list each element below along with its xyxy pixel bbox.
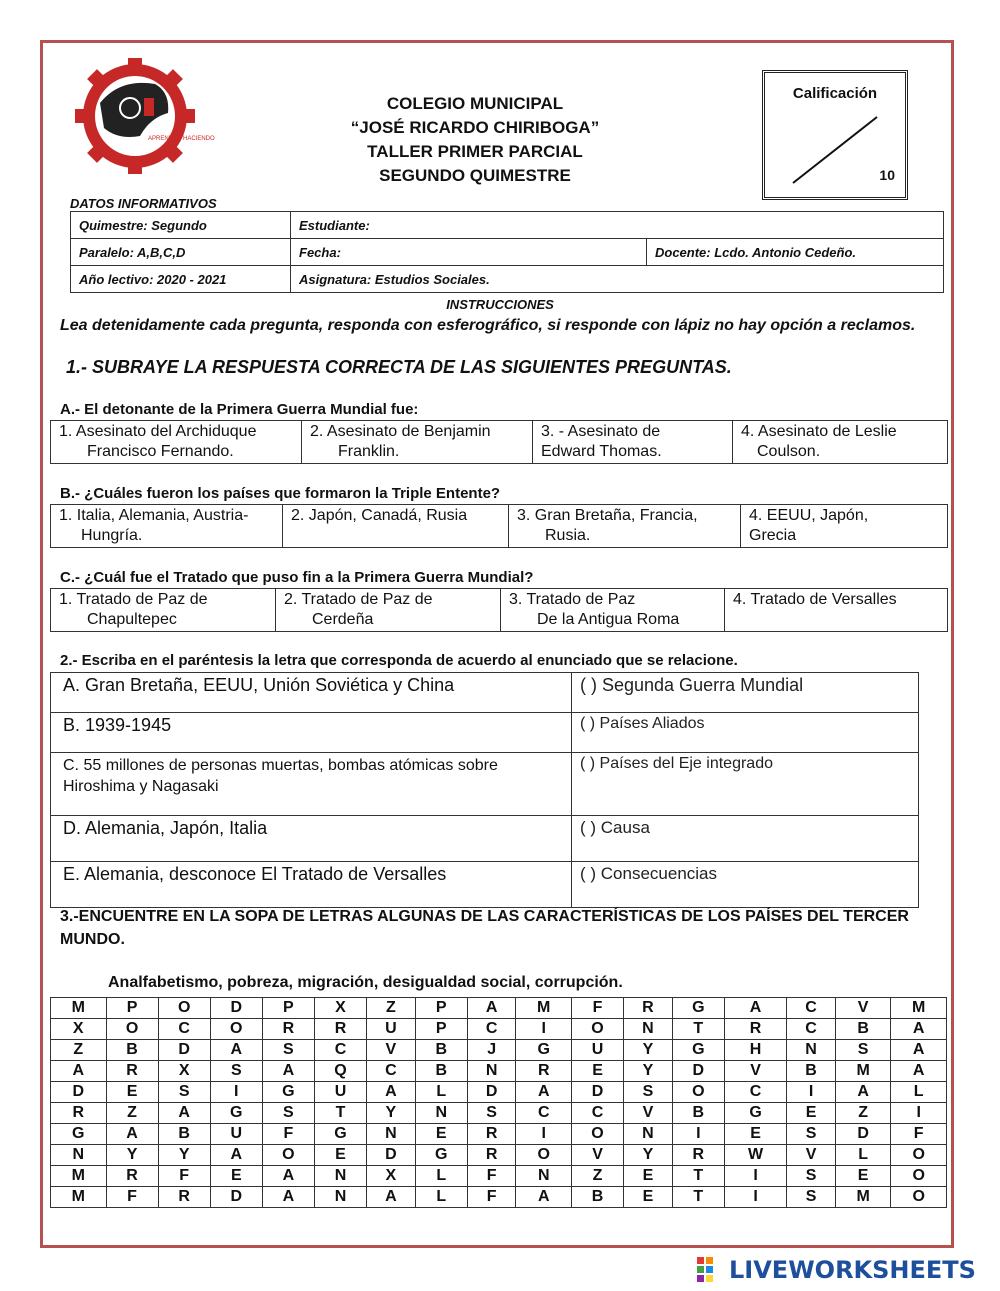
grid-cell[interactable]: E bbox=[624, 1187, 673, 1208]
grid-cell[interactable]: P bbox=[106, 998, 158, 1019]
option-c2[interactable]: 2. Tratado de Paz de Cerdeña bbox=[276, 589, 501, 632]
grid-cell[interactable]: V bbox=[835, 998, 891, 1019]
grid-cell[interactable]: X bbox=[367, 1166, 416, 1187]
brand-name: LIVEWORKSHEETS bbox=[729, 1256, 976, 1284]
grid-cell[interactable]: G bbox=[724, 1103, 786, 1124]
grid-cell[interactable]: Z bbox=[571, 1166, 623, 1187]
grid-cell[interactable]: O bbox=[891, 1145, 947, 1166]
term-title: SEGUNDO QUIMESTRE bbox=[379, 166, 571, 185]
grid-cell[interactable]: E bbox=[835, 1166, 891, 1187]
grid-cell[interactable]: H bbox=[724, 1040, 786, 1061]
grid-cell[interactable]: X bbox=[51, 1019, 107, 1040]
grid-cell[interactable]: I bbox=[210, 1082, 262, 1103]
teacher-cell: Docente: Lcdo. Antonio Cedeño. bbox=[647, 239, 944, 266]
grid-cell[interactable]: S bbox=[262, 1040, 314, 1061]
grid-cell[interactable]: D bbox=[210, 1187, 262, 1208]
grid-cell[interactable]: P bbox=[415, 1019, 467, 1040]
option-a4[interactable]: 4. Asesinato de Leslie Coulson. bbox=[733, 421, 948, 464]
grid-cell[interactable]: L bbox=[891, 1082, 947, 1103]
grid-cell[interactable]: I bbox=[516, 1019, 572, 1040]
grid-cell[interactable]: F bbox=[262, 1124, 314, 1145]
grid-cell[interactable]: B bbox=[415, 1040, 467, 1061]
grid-cell[interactable]: B bbox=[158, 1124, 210, 1145]
grid-row bbox=[51, 998, 947, 1019]
section3-title: 3.-ENCUENTRE EN LA SOPA DE LETRAS ALGUNAS DE LAS CARACTERÍSTICAS DE LOS PAÍSES DEL TERCER MUNDO. bbox=[60, 908, 909, 948]
grid-cell[interactable]: B bbox=[106, 1040, 158, 1061]
match-left-c: C. 55 millones de personas muertas, bombas atómicas sobre Hiroshima y Nagasaki bbox=[51, 753, 572, 816]
grid-cell[interactable]: O bbox=[891, 1166, 947, 1187]
grid-cell[interactable]: Z bbox=[367, 998, 416, 1019]
grid-cell[interactable]: A bbox=[210, 1040, 262, 1061]
grid-cell[interactable]: G bbox=[672, 998, 724, 1019]
grid-cell[interactable]: O bbox=[210, 1019, 262, 1040]
grid-cell[interactable]: G bbox=[314, 1124, 366, 1145]
grid-cell[interactable]: C bbox=[158, 1019, 210, 1040]
grid-cell[interactable]: B bbox=[672, 1103, 724, 1124]
grid-cell[interactable]: A bbox=[467, 998, 516, 1019]
grid-cell[interactable]: O bbox=[571, 1019, 623, 1040]
liveworksheets-logo bbox=[697, 1254, 976, 1286]
grid-cell[interactable]: G bbox=[672, 1040, 724, 1061]
grid-cell[interactable]: E bbox=[314, 1145, 366, 1166]
grid-cell[interactable]: I bbox=[787, 1082, 836, 1103]
grid-cell[interactable]: M bbox=[516, 998, 572, 1019]
logo-motto: APRENDER HACIENDO bbox=[148, 136, 215, 142]
grid-cell[interactable]: A bbox=[724, 998, 786, 1019]
option-b3[interactable]: 3. Gran Bretaña, Francia, Rusia. bbox=[509, 505, 741, 548]
grid-cell[interactable]: G bbox=[51, 1124, 107, 1145]
match-right-2[interactable]: ( ) Países Aliados bbox=[572, 713, 919, 753]
grid-cell[interactable]: I bbox=[724, 1187, 786, 1208]
grid-cell[interactable]: W bbox=[724, 1145, 786, 1166]
question-c: C.- ¿Cuál fue el Tratado que puso fin a la Primera Guerra Mundial? bbox=[60, 569, 534, 586]
grid-cell[interactable]: G bbox=[210, 1103, 262, 1124]
grid-cell[interactable]: S bbox=[467, 1103, 516, 1124]
student-field[interactable]: Estudiante: bbox=[291, 212, 944, 239]
grid-cell[interactable]: S bbox=[787, 1166, 836, 1187]
grid-cell[interactable]: N bbox=[787, 1040, 836, 1061]
grid-cell[interactable]: Y bbox=[624, 1061, 673, 1082]
school-full-name: “JOSÉ RICARDO CHIRIBOGA” bbox=[350, 118, 600, 137]
grid-cell[interactable]: O bbox=[262, 1145, 314, 1166]
grid-cell[interactable]: Y bbox=[624, 1040, 673, 1061]
grid-cell[interactable]: M bbox=[891, 998, 947, 1019]
grid-cell[interactable]: R bbox=[467, 1145, 516, 1166]
match-right-5[interactable]: ( ) Consecuencias bbox=[572, 862, 919, 908]
grid-cell[interactable]: R bbox=[106, 1061, 158, 1082]
grid-cell[interactable]: M bbox=[51, 998, 107, 1019]
grid-row bbox=[51, 1187, 947, 1208]
question-c-options bbox=[50, 588, 948, 632]
grid-cell[interactable]: S bbox=[262, 1103, 314, 1124]
grid-cell[interactable]: U bbox=[367, 1019, 416, 1040]
grid-cell[interactable]: R bbox=[314, 1019, 366, 1040]
school-logo bbox=[70, 58, 215, 178]
grid-row bbox=[51, 1040, 947, 1061]
grid-cell[interactable]: R bbox=[516, 1061, 572, 1082]
grid-cell[interactable]: V bbox=[571, 1145, 623, 1166]
grid-cell[interactable]: U bbox=[314, 1082, 366, 1103]
grid-row bbox=[51, 1145, 947, 1166]
instructions-title: INSTRUCCIONES bbox=[446, 297, 554, 312]
grid-cell[interactable]: A bbox=[367, 1187, 416, 1208]
grid-cell[interactable]: A bbox=[262, 1187, 314, 1208]
grid-cell[interactable]: Y bbox=[106, 1145, 158, 1166]
match-right-1[interactable]: ( ) Segunda Guerra Mundial bbox=[572, 673, 919, 713]
liveworksheets-icon bbox=[697, 1257, 723, 1283]
grid-cell[interactable]: Y bbox=[624, 1145, 673, 1166]
grid-cell[interactable]: A bbox=[891, 1061, 947, 1082]
grid-cell[interactable]: G bbox=[516, 1040, 572, 1061]
grid-cell[interactable]: R bbox=[467, 1124, 516, 1145]
date-field[interactable]: Fecha: bbox=[291, 239, 647, 266]
grid-cell[interactable]: A bbox=[106, 1124, 158, 1145]
grid-cell[interactable]: A bbox=[835, 1082, 891, 1103]
grid-cell[interactable]: M bbox=[835, 1187, 891, 1208]
grid-cell[interactable]: N bbox=[624, 1124, 673, 1145]
grid-cell[interactable]: E bbox=[106, 1082, 158, 1103]
grid-cell[interactable]: C bbox=[571, 1103, 623, 1124]
instructions-text: Lea detenidamente cada pregunta, responda con esferográfico, si responde con lápiz no hay opción a reclamos. bbox=[60, 317, 916, 334]
grid-cell[interactable]: O bbox=[571, 1124, 623, 1145]
grid-row bbox=[51, 1082, 947, 1103]
grid-cell[interactable]: B bbox=[835, 1019, 891, 1040]
grid-cell[interactable]: R bbox=[51, 1103, 107, 1124]
grid-cell[interactable]: A bbox=[891, 1019, 947, 1040]
grade-label: Calificación bbox=[792, 85, 878, 102]
grid-cell[interactable]: O bbox=[158, 998, 210, 1019]
question-a: A.- El detonante de la Primera Guerra Mundial fue: bbox=[60, 401, 419, 418]
grid-cell[interactable]: C bbox=[787, 1019, 836, 1040]
grid-cell[interactable]: D bbox=[467, 1082, 516, 1103]
question-b: B.- ¿Cuáles fueron los países que formaron la Triple Entente? bbox=[60, 485, 501, 502]
grid-cell[interactable]: V bbox=[787, 1145, 836, 1166]
grid-cell[interactable]: Z bbox=[106, 1103, 158, 1124]
grid-cell[interactable]: B bbox=[787, 1061, 836, 1082]
grid-cell[interactable]: I bbox=[724, 1166, 786, 1187]
grid-cell[interactable]: N bbox=[467, 1061, 516, 1082]
grid-row bbox=[51, 1019, 947, 1040]
grid-cell[interactable]: L bbox=[415, 1187, 467, 1208]
option-a3[interactable]: 3. - Asesinato de Edward Thomas. bbox=[533, 421, 733, 464]
grid-cell[interactable]: N bbox=[624, 1019, 673, 1040]
grid-cell[interactable]: F bbox=[467, 1166, 516, 1187]
grid-cell[interactable]: R bbox=[106, 1166, 158, 1187]
option-c3[interactable]: 3. Tratado de Paz De la Antigua Roma bbox=[501, 589, 725, 632]
grid-cell[interactable]: F bbox=[891, 1124, 947, 1145]
grid-cell[interactable]: P bbox=[415, 998, 467, 1019]
grade-max: 10 bbox=[879, 167, 895, 183]
quimestre-cell: Quimestre: Segundo bbox=[71, 212, 291, 239]
grid-cell[interactable]: S bbox=[210, 1061, 262, 1082]
option-b1[interactable]: 1. Italia, Alemania, Austria- Hungría. bbox=[51, 505, 283, 548]
grid-cell[interactable]: F bbox=[106, 1187, 158, 1208]
grid-cell[interactable]: F bbox=[571, 998, 623, 1019]
workshop-title: TALLER PRIMER PARCIAL bbox=[367, 142, 583, 161]
grid-cell[interactable]: A bbox=[891, 1040, 947, 1061]
grid-cell[interactable]: D bbox=[367, 1145, 416, 1166]
grid-cell[interactable]: T bbox=[672, 1187, 724, 1208]
grid-cell[interactable]: J bbox=[467, 1040, 516, 1061]
info-table bbox=[70, 211, 944, 293]
match-left-a: A. Gran Bretaña, EEUU, Unión Soviética y China bbox=[51, 673, 572, 713]
grid-cell[interactable]: D bbox=[51, 1082, 107, 1103]
grid-cell[interactable]: V bbox=[624, 1103, 673, 1124]
paralelo-cell: Paralelo: A,B,C,D bbox=[71, 239, 291, 266]
grid-cell[interactable]: R bbox=[262, 1019, 314, 1040]
match-left-b: B. 1939-1945 bbox=[51, 713, 572, 753]
grid-cell[interactable]: C bbox=[467, 1019, 516, 1040]
grid-cell[interactable]: T bbox=[672, 1166, 724, 1187]
grid-cell[interactable]: F bbox=[158, 1166, 210, 1187]
option-a1[interactable]: 1. Asesinato del Archiduque Francisco Fernando. bbox=[51, 421, 302, 464]
grid-cell[interactable]: I bbox=[516, 1124, 572, 1145]
grid-cell[interactable]: D bbox=[210, 998, 262, 1019]
grid-row bbox=[51, 1103, 947, 1124]
grid-cell[interactable]: E bbox=[724, 1124, 786, 1145]
match-right-4[interactable]: ( ) Causa bbox=[572, 816, 919, 862]
document-header bbox=[230, 92, 720, 188]
option-c4[interactable]: 4. Tratado de Versalles bbox=[725, 589, 948, 632]
match-left-d: D. Alemania, Japón, Italia bbox=[51, 816, 572, 862]
grid-cell[interactable]: E bbox=[210, 1166, 262, 1187]
section2-title: 2.- Escriba en el paréntesis la letra que corresponda de acuerdo al enunciado que se relacione. bbox=[60, 652, 738, 669]
datos-title: DATOS INFORMATIVOS bbox=[70, 196, 217, 211]
grid-cell[interactable]: N bbox=[367, 1124, 416, 1145]
grid-cell[interactable]: S bbox=[624, 1082, 673, 1103]
grid-cell[interactable]: B bbox=[571, 1187, 623, 1208]
grid-cell[interactable]: G bbox=[262, 1082, 314, 1103]
option-b2[interactable]: 2. Japón, Canadá, Rusia bbox=[283, 505, 509, 548]
grid-cell[interactable]: X bbox=[314, 998, 366, 1019]
grid-cell[interactable]: S bbox=[835, 1040, 891, 1061]
grid-row bbox=[51, 1166, 947, 1187]
grid-cell[interactable]: E bbox=[787, 1103, 836, 1124]
grid-cell[interactable]: Y bbox=[158, 1145, 210, 1166]
grid-cell[interactable]: N bbox=[314, 1166, 366, 1187]
grid-row bbox=[51, 1061, 947, 1082]
grid-cell[interactable]: D bbox=[835, 1124, 891, 1145]
grid-cell[interactable]: U bbox=[571, 1040, 623, 1061]
grid-cell[interactable]: R bbox=[624, 998, 673, 1019]
grid-cell[interactable]: R bbox=[724, 1019, 786, 1040]
year-cell: Año lectivo: 2020 - 2021 bbox=[71, 266, 291, 293]
grid-cell[interactable]: D bbox=[672, 1061, 724, 1082]
grid-cell[interactable]: F bbox=[467, 1187, 516, 1208]
school-name: COLEGIO MUNICIPAL bbox=[386, 94, 564, 113]
grid-cell[interactable]: A bbox=[516, 1187, 572, 1208]
grid-cell[interactable]: T bbox=[672, 1019, 724, 1040]
grid-cell[interactable]: V bbox=[367, 1040, 416, 1061]
word-search-grid bbox=[50, 997, 947, 1208]
grid-cell[interactable]: O bbox=[516, 1145, 572, 1166]
grid-cell[interactable]: C bbox=[367, 1061, 416, 1082]
option-b4[interactable]: 4. EEUU, Japón, Grecia bbox=[741, 505, 948, 548]
grid-cell[interactable]: L bbox=[415, 1166, 467, 1187]
grid-cell[interactable]: M bbox=[835, 1061, 891, 1082]
grid-cell[interactable]: S bbox=[158, 1082, 210, 1103]
grid-cell[interactable]: O bbox=[891, 1187, 947, 1208]
grid-cell[interactable]: V bbox=[724, 1061, 786, 1082]
grid-cell[interactable]: X bbox=[158, 1061, 210, 1082]
grid-cell[interactable]: A bbox=[210, 1145, 262, 1166]
grid-row bbox=[51, 1124, 947, 1145]
grid-cell[interactable]: Q bbox=[314, 1061, 366, 1082]
grid-cell[interactable]: E bbox=[624, 1166, 673, 1187]
grid-cell[interactable]: C bbox=[724, 1082, 786, 1103]
grid-cell[interactable]: I bbox=[672, 1124, 724, 1145]
grid-cell[interactable]: C bbox=[787, 998, 836, 1019]
grid-cell[interactable]: Z bbox=[835, 1103, 891, 1124]
grid-cell[interactable]: L bbox=[835, 1145, 891, 1166]
grid-cell[interactable]: R bbox=[672, 1145, 724, 1166]
question-a-options bbox=[50, 420, 948, 464]
grid-cell[interactable]: N bbox=[51, 1145, 107, 1166]
grid-cell[interactable]: O bbox=[672, 1082, 724, 1103]
grid-cell[interactable]: E bbox=[571, 1061, 623, 1082]
grid-cell[interactable]: M bbox=[51, 1187, 107, 1208]
grid-cell[interactable]: D bbox=[158, 1040, 210, 1061]
question-b-options bbox=[50, 504, 948, 548]
grid-cell[interactable]: A bbox=[51, 1061, 107, 1082]
grid-cell[interactable]: S bbox=[787, 1187, 836, 1208]
grid-cell[interactable]: C bbox=[516, 1103, 572, 1124]
match-right-3[interactable]: ( ) Países del Eje integrado bbox=[572, 753, 919, 816]
section1-title: 1.- SUBRAYE LA RESPUESTA CORRECTA DE LAS SIGUIENTES PREGUNTAS. bbox=[66, 357, 732, 377]
grid-cell[interactable]: P bbox=[262, 998, 314, 1019]
grid-cell[interactable]: D bbox=[571, 1082, 623, 1103]
grid-cell[interactable]: I bbox=[891, 1103, 947, 1124]
grid-cell[interactable]: N bbox=[415, 1103, 467, 1124]
grid-cell[interactable]: T bbox=[314, 1103, 366, 1124]
subject-cell: Asignatura: Estudios Sociales. bbox=[291, 266, 944, 293]
grid-cell[interactable]: E bbox=[415, 1124, 467, 1145]
grid-cell[interactable]: A bbox=[367, 1082, 416, 1103]
option-c1[interactable]: 1. Tratado de Paz de Chapultepec bbox=[51, 589, 276, 632]
grid-cell[interactable]: M bbox=[51, 1166, 107, 1187]
grid-cell[interactable]: U bbox=[210, 1124, 262, 1145]
grid-cell[interactable]: N bbox=[516, 1166, 572, 1187]
grade-slash-icon bbox=[785, 111, 885, 191]
word-list: Analfabetismo, pobreza, migración, desigualdad social, corrupción. bbox=[108, 974, 623, 991]
grade-box[interactable] bbox=[762, 70, 908, 200]
match-left-e: E. Alemania, desconoce El Tratado de Versalles bbox=[51, 862, 572, 908]
grid-cell[interactable]: S bbox=[787, 1124, 836, 1145]
grid-cell[interactable]: G bbox=[415, 1145, 467, 1166]
grid-cell[interactable]: A bbox=[516, 1082, 572, 1103]
grid-cell[interactable]: C bbox=[314, 1040, 366, 1061]
grid-cell[interactable]: A bbox=[158, 1103, 210, 1124]
grid-cell[interactable]: Z bbox=[51, 1040, 107, 1061]
matching-table bbox=[50, 672, 919, 908]
grid-cell[interactable]: A bbox=[262, 1061, 314, 1082]
grid-cell[interactable]: N bbox=[314, 1187, 366, 1208]
grid-cell[interactable]: L bbox=[415, 1082, 467, 1103]
grid-cell[interactable]: R bbox=[158, 1187, 210, 1208]
option-a2[interactable]: 2. Asesinato de Benjamin Franklin. bbox=[302, 421, 533, 464]
grid-cell[interactable]: B bbox=[415, 1061, 467, 1082]
grid-cell[interactable]: A bbox=[262, 1166, 314, 1187]
grid-cell[interactable]: O bbox=[106, 1019, 158, 1040]
grid-cell[interactable]: Y bbox=[367, 1103, 416, 1124]
